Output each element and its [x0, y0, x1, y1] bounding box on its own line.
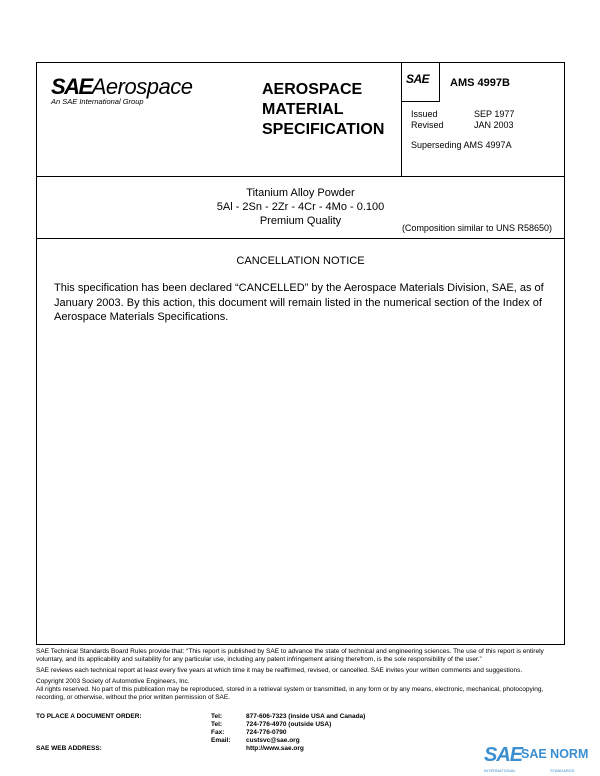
web-label: SAE WEB ADDRESS:: [36, 745, 102, 752]
document-number: AMS 4997B: [450, 77, 510, 89]
order-label: TO PLACE A DOCUMENT ORDER:: [36, 713, 142, 720]
tel-key: Tel:: [211, 713, 223, 720]
sae-badge: [402, 63, 440, 102]
document-frame: [36, 62, 565, 645]
document-header: [37, 63, 564, 177]
subject-line: Titanium Alloy Powder: [246, 187, 355, 199]
tel-key: Tel:: [211, 721, 223, 728]
composition-note: (Composition similar to UNS R58650): [401, 223, 552, 233]
web-link[interactable]: http://www.sae.org: [246, 745, 304, 752]
subject-line: 5Al - 2Sn - 2Zr - 4Cr - 4Mo - 0.100: [216, 201, 385, 213]
title-line: MATERIAL: [262, 101, 344, 118]
notice-body: This specification has been declared “CANCELLED” by the Aerospace Materials Division, SAE, as of January 2003. By this action, this document will remain listed in the numerical section of the Index of Aerospace Materials Specifications.: [54, 282, 544, 323]
fax-value: 724-776-0790: [246, 729, 287, 736]
subject-block: [37, 176, 564, 239]
sae-badge-text: SAE: [406, 72, 430, 86]
revised-value: JAN 2003: [474, 120, 514, 130]
title-line: AEROSPACE: [262, 81, 363, 98]
revised-label: Revised: [411, 120, 444, 130]
superseding-note: Superseding AMS 4997A: [411, 140, 512, 150]
footer-review-paragraph: SAE reviews each technical report at least every five years at which time it may be reaffirmed, revised, or cancelled. SAE invites your written comments and suggestions.: [36, 667, 523, 674]
logo-subtitle: An SAE International Group: [51, 97, 144, 106]
title-line: SPECIFICATION: [262, 121, 385, 138]
issued-label: Issued: [411, 109, 438, 119]
footer-copyright: Copyright 2003 Society of Automotive Engineers, Inc.: [36, 678, 190, 685]
footer-rights: All rights reserved. No part of this publication may be reproduced, stored in a retrieval system or transmitted, in any form or by any means, electronic, mechanical, photocopying, recording, or otherwise, without the prior written permission of SAE.: [36, 686, 544, 701]
email-link[interactable]: custsvc@sae.org: [246, 737, 300, 744]
stamp-small-right: STANDARDS: [550, 768, 575, 773]
tel-value[interactable]: 877-606-7323 (inside USA and Canada): [246, 713, 366, 720]
issued-value: SEP 1977: [474, 109, 515, 119]
fax-key: Fax:: [211, 729, 225, 736]
spec-type-title: [262, 80, 384, 140]
email-key: Email:: [211, 737, 231, 744]
logo-sae-text: SAE: [51, 74, 92, 99]
stamp-logo-mark: SAE: [484, 744, 523, 766]
sae-norm-stamp: [484, 744, 589, 773]
legal-footer: [36, 648, 566, 702]
stamp-small-left: INTERNATIONAL: [484, 768, 516, 773]
notice-title: CANCELLATION NOTICE: [236, 255, 365, 267]
sae-aerospace-logo: [51, 74, 192, 106]
stamp-norm-text: SAE NORM: [521, 747, 589, 761]
subject-line: Premium Quality: [259, 215, 342, 227]
tel-value[interactable]: 724-776-4970 (outside USA): [246, 721, 332, 728]
logo-aerospace-text: Aerospace: [91, 74, 193, 99]
document-info-panel: [401, 63, 565, 176]
subject-lines: [37, 186, 564, 228]
footer-rules-paragraph: SAE Technical Standards Board Rules provide that: “This report is published by SAE to advance the state of technical and engineering sciences. The use of this report is entirely voluntary, and its applicability and suitability for any particular use, including any patent infringement arising therefrom, is the sole responsibility of the user.”: [36, 648, 544, 663]
